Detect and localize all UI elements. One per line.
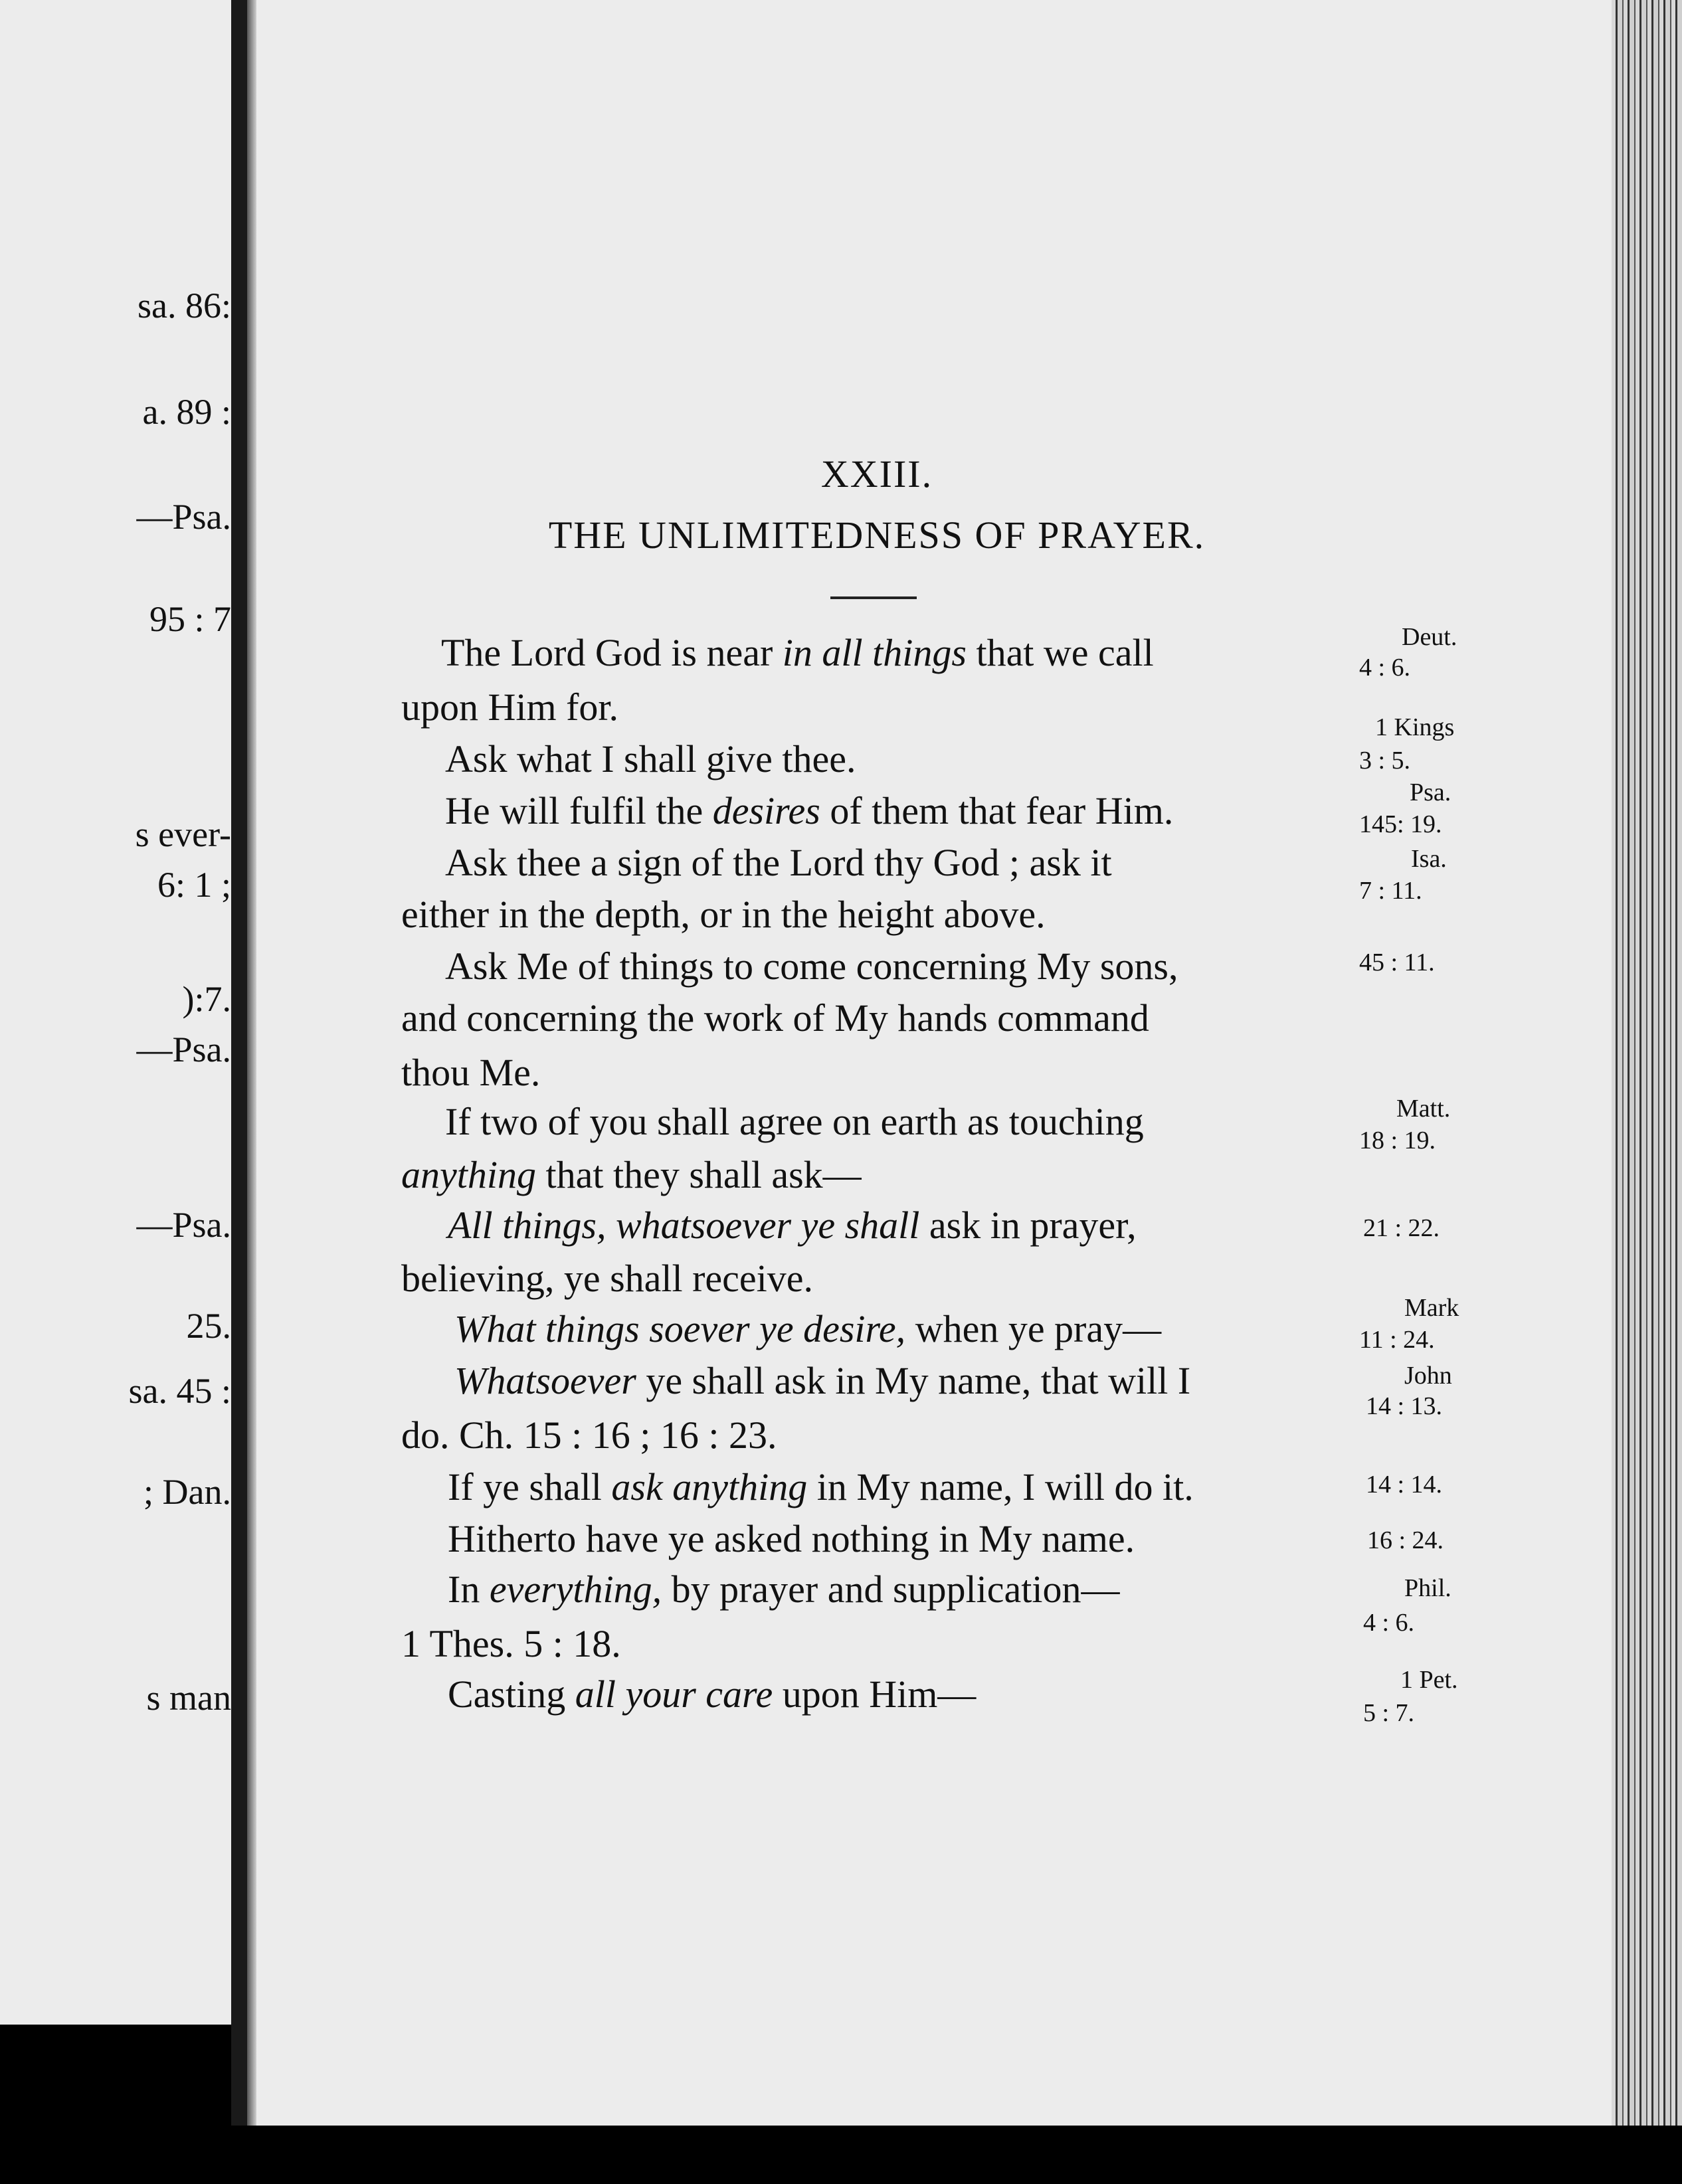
margin-reference: 3 : 5. [1359,747,1411,774]
text-line: Casting all your care upon Him— [448,1673,977,1716]
text-line: He will fulfil the desires of them that fear Him. [445,789,1174,832]
text-line: believing, ye shall receive. [401,1257,814,1300]
text-line: The Lord God is near in all things that we call [441,631,1154,674]
left-fragment: s ever- [135,814,231,854]
margin-reference: 45 : 11. [1359,949,1435,976]
left-fragment: —Psa. [136,497,231,537]
left-fragment: —Psa. [136,1030,231,1069]
gutter-shadow [247,0,256,2126]
text-line: anything that they shall ask— [401,1153,862,1196]
text-line: Ask thee a sign of the Lord thy God ; ask it [445,841,1112,884]
margin-reference: 4 : 6. [1359,654,1411,682]
book-gutter [231,0,247,2126]
margin-reference: 4 : 6. [1363,1609,1415,1637]
chapter-title: THE UNLIMITEDNESS OF PRAYER. [548,513,1206,557]
margin-reference: 1 Pet. [1400,1666,1458,1694]
margin-reference: Mark [1404,1294,1459,1322]
margin-reference: Isa. [1411,845,1447,873]
margin-reference: 1 Kings [1375,713,1455,741]
text-line: either in the depth, or in the height above. [401,893,1046,936]
left-facing-page [0,0,231,2025]
text-line: If two of you shall agree on earth as touching [445,1100,1144,1143]
left-fragment: s man [146,1678,231,1718]
margin-reference: 5 : 7. [1363,1699,1415,1727]
margin-reference: 21 : 22. [1363,1214,1440,1242]
left-fragment: a. 89 : [142,392,231,432]
margin-reference: 16 : 24. [1367,1526,1444,1554]
margin-reference: 11 : 24. [1359,1326,1435,1354]
margin-reference: John [1404,1362,1452,1390]
chapter-number: XXIII. [820,452,933,496]
text-line: do. Ch. 15 : 16 ; 16 : 23. [401,1413,777,1457]
page-edges [1612,0,1682,2126]
text-line: Ask Me of things to come concerning My sons, [445,945,1178,988]
left-fragment: —Psa. [136,1205,231,1245]
left-fragment: 25. [186,1306,231,1346]
margin-reference: 18 : 19. [1359,1127,1436,1154]
margin-reference: 14 : 13. [1366,1392,1443,1420]
title-rule [830,596,917,599]
text-line: If ye shall ask anything in My name, I will do it. [448,1465,1194,1508]
text-line: and concerning the work of My hands command [401,996,1149,1040]
left-fragment: sa. 86: [138,286,231,325]
left-fragment: ):7. [182,979,231,1019]
text-line: Hitherto have ye asked nothing in My name. [448,1517,1135,1560]
left-fragment: ; Dan. [143,1472,231,1512]
margin-reference: Phil. [1404,1574,1451,1602]
text-line: thou Me. [401,1051,541,1094]
margin-reference: 7 : 11. [1359,877,1422,905]
left-fragment: sa. 45 : [128,1371,231,1411]
text-line: What things soever ye desire, when ye pray— [454,1307,1162,1350]
margin-reference: 145: 19. [1359,810,1442,838]
text-line: Ask what I shall give thee. [445,737,856,780]
text-line: Whatsoever ye shall ask in My name, that will I [454,1359,1191,1402]
left-fragment: 6: 1 ; [157,865,231,905]
margin-reference: Matt. [1396,1095,1451,1123]
margin-reference: 14 : 14. [1366,1471,1443,1499]
text-line: All things, whatsoever ye shall ask in prayer, [448,1204,1137,1247]
margin-reference: Psa. [1410,778,1451,806]
margin-reference: Deut. [1402,623,1457,651]
left-fragment: 95 : 7 [149,599,231,639]
text-line: In everything, by prayer and supplication— [448,1568,1120,1611]
text-line: 1 Thes. 5 : 18. [401,1622,621,1665]
text-line: upon Him for. [401,685,619,729]
